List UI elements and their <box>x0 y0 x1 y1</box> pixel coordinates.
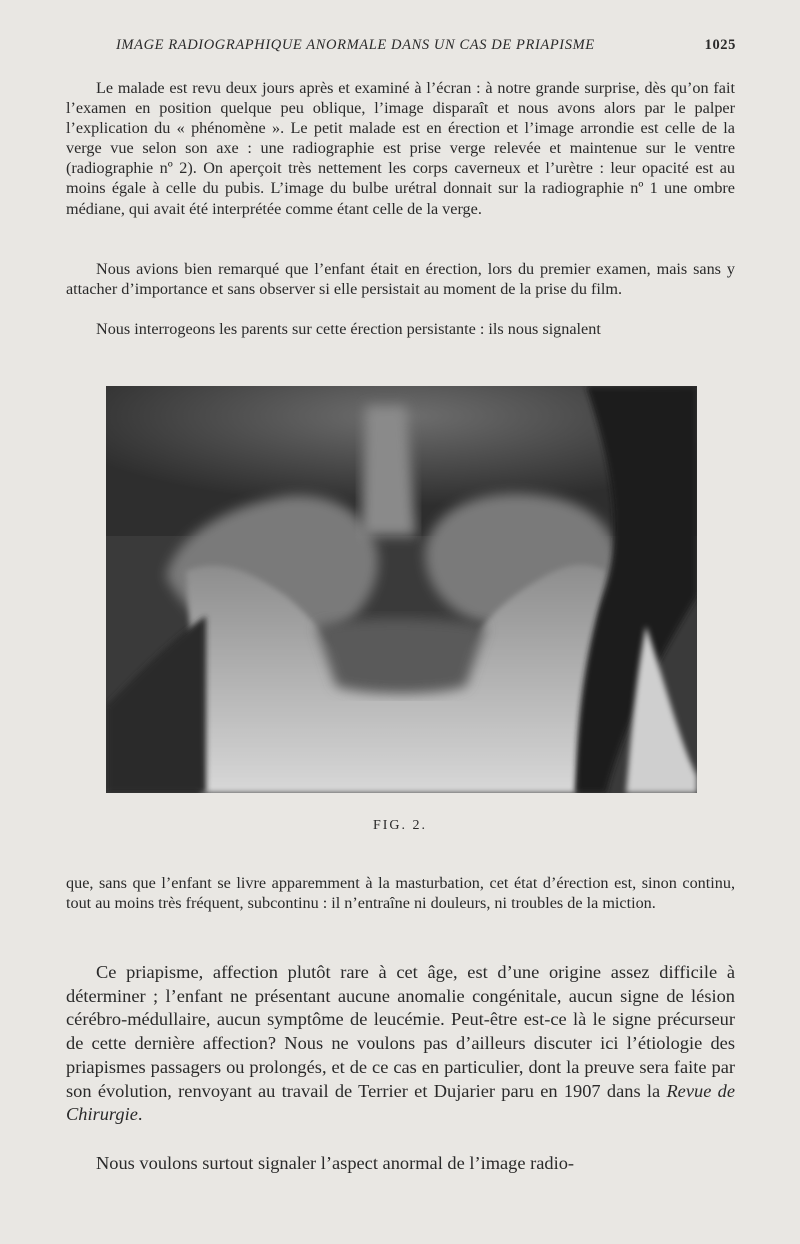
continuation-paragraph: que, sans que l’enfant se livre apparemment à la masturbation, cet état d’érection est, sinon continu, tout au moins très fréquent, subcontinu : il n’entraîne ni douleurs, ni troubles de la miction. <box>66 874 735 913</box>
paragraph-4 <box>66 961 735 1127</box>
paragraph-5: Nous voulons surtout signaler l’aspect anormal de l’image radio- <box>96 1153 575 1173</box>
paragraph-4-end: . <box>137 1104 143 1125</box>
running-title: IMAGE RADIOGRAPHIQUE ANORMALE DANS UN CAS DE PRIAPISME <box>116 37 595 53</box>
paragraph-1: Le malade est revu deux jours après et examiné à l’écran : à notre grande surprise, dès qu’on fait l’examen en position quelque peu oblique, l’image disparaît et nous avons alors par le palper l’explication du « phénomène ». Le petit malade est en érection et l’image arrondie est celle de la verge vue selon son axe : une radiographie est prise verge relevée et maintenue sur le ventre (radiographie nº 2). On aperçoit très nettement les corps caverneux et l’urètre : leur opacité est au moins égale à celle du pubis. L’image du bulbe urétral donnait sur la radiographie nº 1 une ombre médiane, qui avait été interprétée comme étant celle de la verge. <box>66 79 735 218</box>
figure-caption: FIG. 2. <box>372 818 428 833</box>
paragraph-2: Nous avions bien remarqué que l’enfant était en érection, lors du premier examen, mais sans y attacher d’importance et sans observer si elle persistait au moment de la prise du film. <box>66 260 735 299</box>
radiograph-image <box>106 386 697 793</box>
paragraph-4-text: Ce priapisme, affection plutôt rare à cet âge, est d’une origine assez difficile à déterminer ; l’enfant ne présentant aucune anomalie congénitale, aucun signe de lésion cérébro-médullaire, aucun symptôme de leucémie. Peut-être est-ce là le signe précurseur de cette dernière affection? Nous ne voulons pas d’ailleurs discuter ici l’étiologie des priapismes passagers ou prolongés, et de ce cas en particulier, dont la preuve sera faite par son évolution, renvoyant au travail de Terrier et Dujarier paru en 1907 dans la <box>66 962 735 1101</box>
running-head <box>66 37 736 54</box>
journal-title: Revue de Chirurgie <box>66 1080 736 1125</box>
paragraph-3: Nous interrogeons les parents sur cette érection persistante : ils nous signalent <box>96 320 601 338</box>
radiograph-figure <box>106 386 697 793</box>
page-number: 1025 <box>704 37 736 53</box>
